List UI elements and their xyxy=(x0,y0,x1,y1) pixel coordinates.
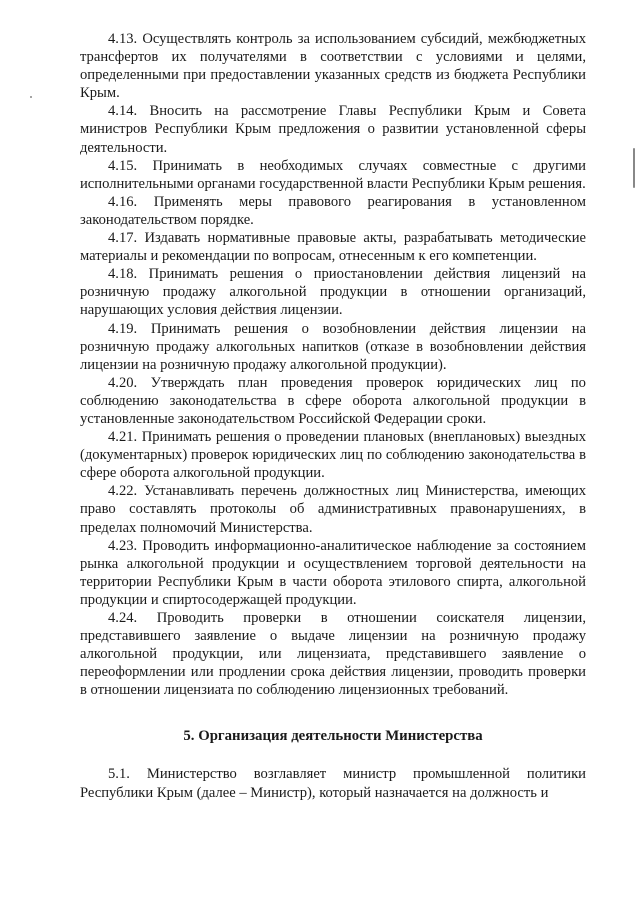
document-page xyxy=(80,30,586,802)
paragraph-number: 4.17. xyxy=(108,230,138,247)
paragraph xyxy=(80,102,586,156)
paragraph-number: 4.13. xyxy=(108,31,138,47)
paragraph-text: Применять меры правового реагирования в установленном законодательством порядке. xyxy=(80,193,586,228)
paragraph-number: 5.1. xyxy=(108,766,130,783)
paragraph-number: 4.23. xyxy=(108,537,138,554)
paragraph-number: 4.24. xyxy=(108,610,138,626)
paragraph-text: Проводить информационно-аналитическое наблюдение за состоянием рынка алкогольной продукции и осуществлением торговой деятельности на территории Республики Крым в части оборота этилового спирта, алкогольной продукции и спиртосодержащей продукции. xyxy=(80,537,587,608)
paragraph xyxy=(80,537,586,609)
paragraph xyxy=(80,609,586,699)
paragraph xyxy=(80,482,586,536)
paragraph xyxy=(80,765,586,801)
paragraph-text: Устанавливать перечень должностных лиц Министерства, имеющих право составлять протоколы об административных правонарушениях, в пределах полномочий Министерства. xyxy=(80,483,586,536)
paragraph-number: 4.21. xyxy=(108,429,138,446)
paragraph-number: 4.22. xyxy=(108,483,138,500)
section-heading: 5. Организация деятельности Министерства xyxy=(183,728,483,745)
paragraph-number: 4.20. xyxy=(108,374,138,391)
paragraph-number: 4.15. xyxy=(108,157,138,174)
paragraph xyxy=(80,157,586,193)
paragraph xyxy=(80,30,586,102)
paragraph xyxy=(80,428,586,482)
scan-speck xyxy=(30,96,32,98)
paragraph-list xyxy=(80,30,586,699)
paragraph xyxy=(80,265,586,319)
paragraph xyxy=(80,320,586,374)
paragraph-text: Министерство возглавляет министр промышленной политики Республики Крым (далее – Министр), который назначается на должность и xyxy=(80,766,586,801)
paragraph-text: Издавать нормативные правовые акты, разрабатывать методические материалы и рекомендации по вопросам, отнесенным к его компетенции. xyxy=(80,230,586,265)
paragraph-text: Принимать решения о приостановлении действия лицензий на розничную продажу алкогольной продукции в отношении организаций, нарушающих условия действия лицензии. xyxy=(80,266,586,319)
paragraph-number: 4.18. xyxy=(108,266,138,283)
paragraph-text: Проводить проверки в отношении соискателя лицензии, представившего заявление о выдаче лицензии на розничную продажу алкогольной продукции, или лицензиата, представившего заявление о переоформлении или продлении срока действия лицензии, проводить проверки в отношении лицензиата по соблюдению лицензионных требований. xyxy=(80,610,587,699)
paragraph-text: Осуществлять контроль за использованием субсидий, межбюджетных трансфертов их получателями в соответствии с условиями и целями, определенными при предоставлении указанных средств из бюджета Республики Крым. xyxy=(80,31,586,102)
paragraph-text: Принимать решения о проведении плановых (внеплановых) выездных (документарных) проверок юридических лиц по соблюдению законодательства в сфере оборота алкогольной продукции. xyxy=(80,429,586,482)
paragraph-number: 4.16. xyxy=(108,193,138,210)
paragraph-number: 4.14. xyxy=(108,103,138,120)
paragraph-number: 4.19. xyxy=(108,320,138,337)
paragraph xyxy=(80,229,586,265)
paragraph xyxy=(80,193,586,229)
paragraph-text: Принимать решения о возобновлении действия лицензии на розничную продажу алкогольных напитков (отказе в возобновлении действия лицензии на розничную продажу алкогольной продукции). xyxy=(80,320,587,373)
section-paragraph-list xyxy=(80,765,586,801)
paragraph xyxy=(80,374,586,428)
paragraph-text: Принимать в необходимых случаях совместные с другими исполнительными органами государственной власти Республики Крым решения. xyxy=(80,157,586,192)
paragraph-text: Утверждать план проведения проверок юридических лиц по соблюдению законодательства в сфере оборота алкогольной продукции в установленные законодательством Российской Федерации сроки. xyxy=(80,374,586,427)
scan-mark xyxy=(633,148,635,188)
paragraph-text: Вносить на рассмотрение Главы Республики Крым и Совета министров Республики Крым предложения о развитии установленной сферы деятельности. xyxy=(80,103,586,156)
